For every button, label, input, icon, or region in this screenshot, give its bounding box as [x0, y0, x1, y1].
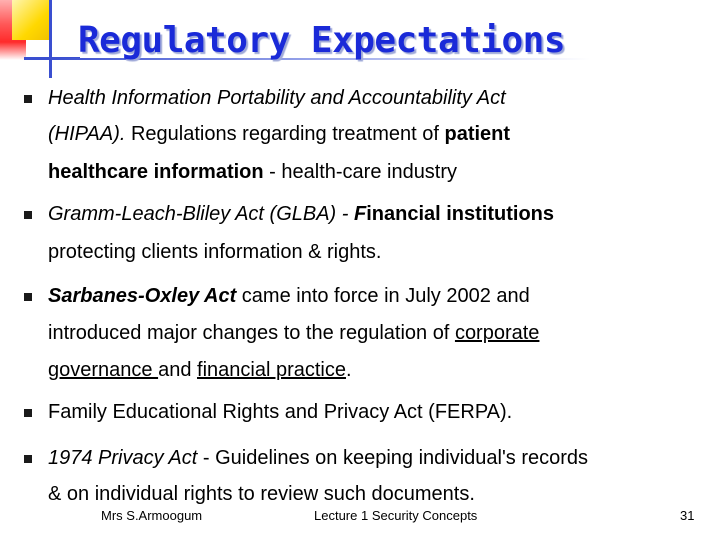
bullet-4-line-1 [48, 400, 512, 424]
bullet-1-line-1 [48, 86, 506, 110]
bullet-5-line-2 [48, 482, 475, 506]
hipaa-industry: - health-care industry [263, 161, 458, 183]
sox-desc: came into force in July 2002 and [236, 285, 530, 307]
slide-title: Regulatory Expectations [78, 20, 565, 61]
decor-yellow-block [12, 0, 52, 40]
sox-financial: financial practice [197, 359, 346, 381]
bullet-marker [24, 293, 32, 301]
hipaa-emphasis: patient [444, 123, 511, 145]
bullet-3-line-2 [48, 321, 539, 345]
bullet-marker [24, 409, 32, 417]
footer-author: Mrs S.Armoogum [101, 508, 203, 523]
decor-vertical-line [49, 0, 52, 78]
hipaa-name: Health Information Portability and Accountability Act [48, 87, 506, 109]
glba-desc: protecting clients information & rights. [48, 241, 382, 263]
bullet-marker [24, 211, 32, 219]
bullet-marker [24, 455, 32, 463]
glba-name: Gramm-Leach-Bliley Act (GLBA) - [48, 203, 354, 225]
sox-governance: governance [48, 359, 159, 381]
bullet-3-line-1 [48, 284, 530, 308]
bullet-2-line-1 [48, 202, 554, 226]
bullet-1-line-2 [48, 122, 510, 146]
privacy-act-desc: - Guidelines on keeping individual's records [197, 447, 589, 469]
ferpa-text: Family Educational Rights and Privacy Act (FERPA). [48, 401, 513, 423]
glba-institutions: inancial institutions [366, 203, 555, 225]
footer-page-number: 31 [680, 508, 695, 523]
bullet-5-line-1 [48, 446, 588, 470]
hipaa-abbr: (HIPAA). [48, 123, 126, 145]
sox-corporate: corporate [454, 322, 540, 344]
footer-lecture: Lecture 1 Security Concepts [314, 508, 478, 523]
bullet-marker [24, 95, 32, 103]
privacy-act-desc-2: & on individual rights to review such documents. [48, 483, 475, 505]
hipaa-emphasis-cont: healthcare information [48, 161, 264, 183]
sox-period: . [345, 359, 352, 381]
hipaa-desc: Regulations regarding treatment of [125, 123, 445, 145]
sox-and: and [158, 359, 198, 381]
glba-f: F [354, 203, 367, 225]
bullet-1-line-3 [48, 160, 457, 184]
privacy-act-name: 1974 Privacy Act [48, 447, 198, 469]
bullet-2-line-2 [48, 240, 382, 264]
sox-name: Sarbanes-Oxley Act [48, 285, 237, 307]
bullet-3-line-3 [48, 358, 352, 382]
sox-desc-2: introduced major changes to the regulation of [48, 322, 455, 344]
